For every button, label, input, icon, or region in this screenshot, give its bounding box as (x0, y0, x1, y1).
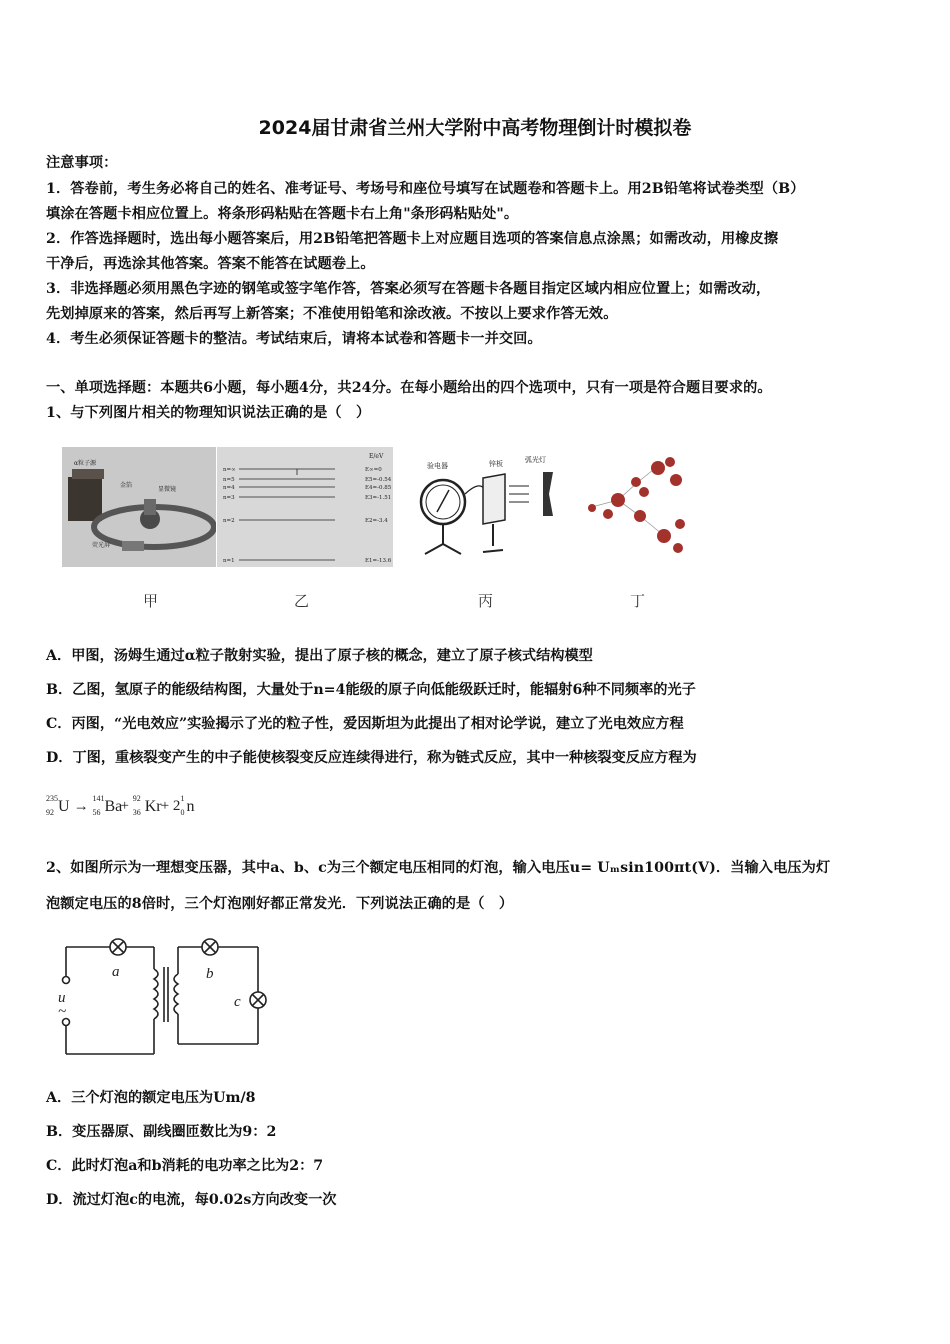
question-2-stem-line2: 泡额定电压的8倍时，三个灯泡刚好都正常发光．下列说法正确的是（ ） (46, 896, 514, 912)
yi-unit: E/eV (369, 453, 384, 460)
yi-level-e: E1=-13.6 (365, 558, 392, 564)
figure-jia (62, 447, 216, 567)
jia-label: α粒子源 (74, 460, 97, 467)
yi-level-e: E2=-3.4 (365, 518, 388, 524)
ac-symbol: ~ (58, 1004, 67, 1020)
section-heading: 一、单项选择题：本题共6小题，每小题4分，共24分。在每小题给出的四个选项中，只有一项是符合题目要求的。 (46, 380, 772, 396)
bing-label: 验电器 (427, 462, 448, 470)
bing-label: 锌板 (489, 460, 503, 468)
lamp-c-label: c (234, 994, 241, 1010)
notice-line: 1．答卷前，考生务必将自己的姓名、准考证号、考场号和座位号填写在试题卷和答题卡上。用2B铅笔将试卷类型（B） (46, 181, 805, 197)
q1-option-c: C．丙图，“光电效应”实验揭示了光的粒子性，爱因斯坦为此提出了相对论学说，建立了光电效应方程 (46, 716, 684, 732)
lamp-b-label: b (206, 966, 214, 982)
yi-level-n: n=5 (223, 477, 235, 483)
notice-heading: 注意事项： (46, 155, 118, 171)
question-2-stem-line1: 2、如图所示为一理想变压器，其中a、b、c为三个额定电压相同的灯泡，输入电压u= Uₘsin100πt(V)．当输入电压为灯 (46, 860, 831, 876)
lamp-a-label: a (112, 964, 120, 980)
caption-bing: 丙 (478, 592, 494, 610)
q2-option-c: C．此时灯泡a和b消耗的电功率之比为2：7 (46, 1158, 324, 1174)
notice-line: 干净后，再选涂其他答案。答案不能答在试题卷上。 (46, 256, 375, 272)
notice-line: 3．非选择题必须用黑色字迹的钢笔或签字笔作答，答案必须写在答题卡各题目指定区域内相应位置上；如需改动， (46, 281, 771, 297)
caption-jia: 甲 (143, 592, 159, 610)
yi-level-e: E3=-1.51 (365, 495, 392, 501)
yi-level-n: n=3 (223, 495, 235, 501)
caption-ding: 丁 (630, 592, 646, 610)
notice-line: 先划掉原来的答案，然后再写上新答案；不准使用铅笔和涂改液。不按以上要求作答无效。 (46, 306, 618, 322)
q2-option-d: D．流过灯泡c的电流，每0.02s方向改变一次 (46, 1192, 337, 1208)
figure-transformer-circuit (52, 934, 272, 1062)
fission-equation: 235 92 U → 141 56 Ba + 92 36 Kr + 2 1 0 n (46, 794, 195, 817)
yi-level-e: E5=-0.54 (365, 477, 392, 483)
notice-line: 4．考生必须保证答题卡的整洁。考试结束后，请将本试卷和答题卡一并交回。 (46, 331, 542, 347)
q1-option-a: A．甲图，汤姆生通过α粒子散射实验，提出了原子核的概念，建立了原子核式结构模型 (46, 648, 593, 664)
figure-bing-photoelectric (405, 450, 575, 566)
yi-level-n: n=∞ (223, 467, 236, 473)
bing-label: 弧光灯 (525, 456, 546, 464)
figure-ding-chain-reaction (578, 452, 698, 562)
q2-option-b: B．变压器原、副线圈匝数比为9：2 (46, 1124, 277, 1140)
caption-yi: 乙 (294, 592, 310, 610)
yi-level-n: n=1 (223, 558, 235, 564)
jia-label: 金箔 (120, 482, 133, 489)
question-1-stem: 1、与下列图片相关的物理知识说法正确的是（ ） (46, 405, 371, 421)
yi-level-e: E4=-0.85 (365, 485, 392, 491)
figure-yi-energy-levels (217, 447, 393, 567)
jia-label: 显微镜 (158, 486, 177, 493)
notice-line: 2．作答选择题时，选出每小题答案后，用2B铅笔把答题卡上对应题目选项的答案信息点涂黑；如需改动，用橡皮擦 (46, 231, 779, 247)
notice-line: 填涂在答题卡相应位置上。将条形码粘贴在答题卡右上角"条形码粘贴处"。 (46, 206, 519, 222)
page-title: 2024届甘肃省兰州大学附中高考物理倒计时模拟卷 (258, 117, 692, 139)
input-u-label: u (58, 990, 66, 1006)
yi-level-n: n=4 (223, 485, 235, 491)
q1-option-b: B．乙图，氢原子的能级结构图，大量处于n=4能级的原子向低能级跃迁时，能辐射6种不同频率的光子 (46, 682, 696, 698)
jia-label: 荧光屏 (92, 542, 111, 549)
q2-option-a: A．三个灯泡的额定电压为Um/8 (46, 1090, 256, 1106)
yi-level-e: E∞=0 (365, 467, 382, 473)
q1-option-d: D．丁图，重核裂变产生的中子能使核裂变反应连续得进行，称为链式反应，其中一种核裂变反应方程为 (46, 750, 697, 766)
yi-level-n: n=2 (223, 518, 235, 524)
